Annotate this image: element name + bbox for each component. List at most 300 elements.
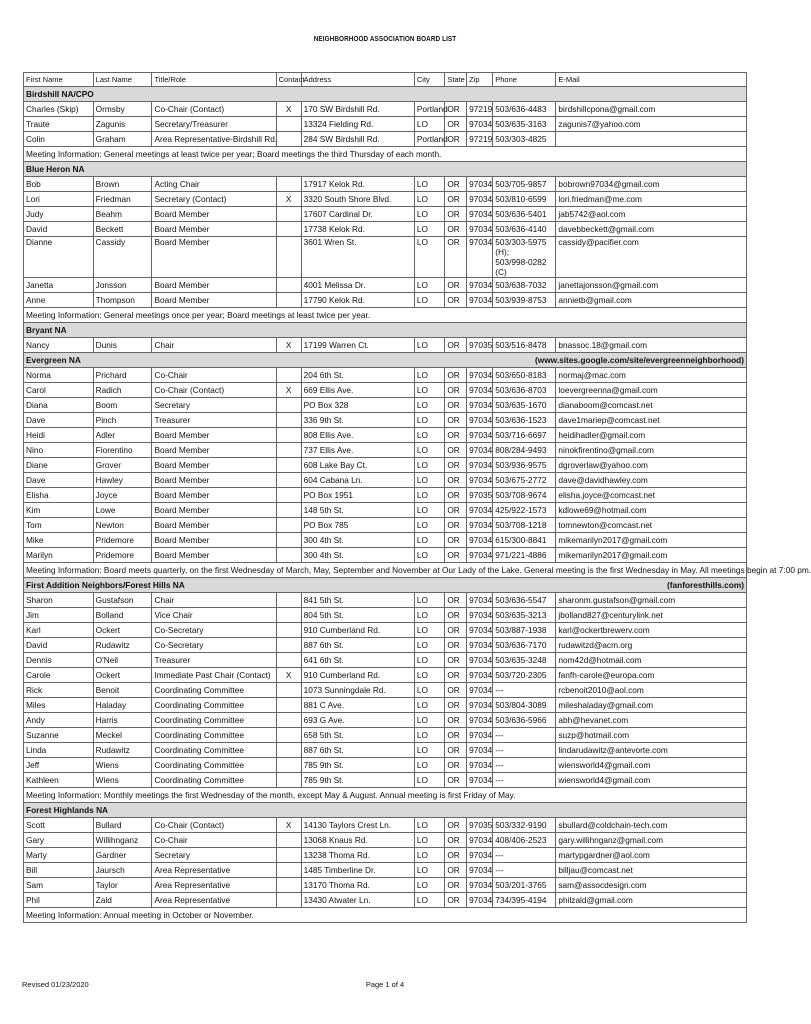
section-cell — [24, 353, 747, 368]
cell-email[interactable]: fanfh-carole@europa.com — [556, 668, 747, 683]
table-row — [24, 518, 747, 533]
cell-phone: --- — [493, 743, 556, 758]
cell-zip: 97034 — [467, 192, 493, 207]
cell-phone: 503/635-1670 — [493, 398, 556, 413]
table-row — [24, 428, 747, 443]
cell-last-name: Wiens — [93, 773, 152, 788]
cell-email[interactable]: heidihadler@gmail.com — [556, 428, 747, 443]
cell-last-name: Lowe — [93, 503, 152, 518]
cell-last-name: Ockert — [93, 668, 152, 683]
header-city: City — [414, 73, 444, 87]
cell-city: LO — [414, 593, 444, 608]
cell-state: OR — [445, 638, 467, 653]
table-row — [24, 488, 747, 503]
cell-zip: 97034 — [467, 758, 493, 773]
cell-zip: 97034 — [467, 383, 493, 398]
meeting-info: Meeting Information: General meetings once per year; Board meetings at least twice per year. — [24, 308, 747, 323]
cell-last-name: Pridemore — [93, 533, 152, 548]
cell-state: OR — [445, 533, 467, 548]
cell-city: LO — [414, 207, 444, 222]
cell-phone: --- — [493, 683, 556, 698]
cell-first-name: Scott — [24, 818, 94, 833]
cell-zip: 97034 — [467, 653, 493, 668]
cell-title-role: Co-Chair — [152, 833, 276, 848]
table-row — [24, 743, 747, 758]
cell-state: OR — [445, 593, 467, 608]
section-name: Birdshill NA/CPO — [26, 89, 94, 99]
cell-address: 881 C Ave. — [301, 698, 414, 713]
cell-email[interactable]: sbullard@coldchain-tech.com — [556, 818, 747, 833]
cell-first-name: Gary — [24, 833, 94, 848]
cell-contact: X — [276, 338, 301, 353]
cell-state: OR — [445, 207, 467, 222]
cell-address: 669 Ellis Ave. — [301, 383, 414, 398]
cell-email[interactable]: jab5742@aol.com — [556, 207, 747, 222]
cell-phone: 503/636-5401 — [493, 207, 556, 222]
board-table — [23, 72, 811, 923]
table-row — [24, 758, 747, 773]
cell-last-name: Dunis — [93, 338, 152, 353]
section-header — [24, 323, 747, 338]
cell-state: OR — [445, 713, 467, 728]
table-row — [24, 713, 747, 728]
cell-city: LO — [414, 443, 444, 458]
cell-state: OR — [445, 698, 467, 713]
cell-contact — [276, 878, 301, 893]
cell-contact — [276, 848, 301, 863]
cell-phone: 503/636-4140 — [493, 222, 556, 237]
meeting-info: Meeting Information: Board meets quarterly, on the first Wednesday of March, May, September and November at Our Lady of the Lake. General meeting is the first Wednesday in May. All meetings begin at 7:00 pm. — [24, 563, 747, 578]
cell-zip: 97035 — [467, 488, 493, 503]
cell-title-role: Chair — [152, 593, 276, 608]
cell-last-name: Prichard — [93, 368, 152, 383]
cell-last-name: Brown — [93, 177, 152, 192]
cell-address: 300 4th St. — [301, 548, 414, 563]
cell-email[interactable]: bnassoc.18@gmail.com — [556, 338, 747, 353]
cell-address: 17199 Warren Ct. — [301, 338, 414, 353]
cell-phone: 503/638-7032 — [493, 278, 556, 293]
section-cell — [24, 803, 747, 818]
cell-zip: 97034 — [467, 428, 493, 443]
table-row — [24, 473, 747, 488]
cell-city: LO — [414, 177, 444, 192]
cell-first-name: Carole — [24, 668, 94, 683]
cell-address: 13238 Thoma Rd. — [301, 848, 414, 863]
cell-city: Portland — [414, 132, 444, 147]
cell-city: LO — [414, 863, 444, 878]
cell-last-name: Joyce — [93, 488, 152, 503]
cell-zip: 97034 — [467, 548, 493, 563]
cell-city: LO — [414, 368, 444, 383]
cell-address: 658 5th St. — [301, 728, 414, 743]
cell-state: OR — [445, 518, 467, 533]
cell-phone: 971/221-4886 — [493, 548, 556, 563]
header-phone: Phone — [493, 73, 556, 87]
cell-address: 284 SW Birdshill Rd. — [301, 132, 414, 147]
table-row — [24, 818, 747, 833]
cell-first-name: Janetta — [24, 278, 94, 293]
cell-first-name: Marilyn — [24, 548, 94, 563]
cell-contact — [276, 132, 301, 147]
cell-email[interactable]: nom42d@hotmail.com — [556, 653, 747, 668]
cell-state: OR — [445, 683, 467, 698]
cell-address: 13324 Fielding Rd. — [301, 117, 414, 132]
cell-city: LO — [414, 503, 444, 518]
cell-last-name: Willihnganz — [93, 833, 152, 848]
cell-last-name: Newton — [93, 518, 152, 533]
cell-last-name: Rudawitz — [93, 638, 152, 653]
header-zip: Zip — [467, 73, 493, 87]
cell-phone: 503/635-3163 — [493, 117, 556, 132]
cell-contact — [276, 398, 301, 413]
meeting-info: Meeting Information: Annual meeting in October or November. — [24, 908, 747, 923]
cell-address: 300 4th St. — [301, 533, 414, 548]
cell-first-name: Sharon — [24, 593, 94, 608]
cell-state: OR — [445, 668, 467, 683]
cell-address: 910 Cumberland Rd. — [301, 668, 414, 683]
cell-last-name: Grover — [93, 458, 152, 473]
cell-zip: 97034 — [467, 368, 493, 383]
cell-email[interactable]: jbolland827@centurylink.net — [556, 608, 747, 623]
cell-phone: 503/810-6599 — [493, 192, 556, 207]
header-email: E-Mail — [556, 73, 747, 87]
cell-city: LO — [414, 878, 444, 893]
table-row — [24, 608, 747, 623]
cell-contact — [276, 177, 301, 192]
cell-city: LO — [414, 623, 444, 638]
cell-contact — [276, 638, 301, 653]
cell-state: OR — [445, 608, 467, 623]
table-row — [24, 683, 747, 698]
cell-email[interactable]: bobrown97034@gmail.com — [556, 177, 747, 192]
cell-first-name: Dave — [24, 473, 94, 488]
cell-city: LO — [414, 488, 444, 503]
cell-last-name: Adler — [93, 428, 152, 443]
cell-title-role: Secretary/Treasurer — [152, 117, 276, 132]
table-row — [24, 773, 747, 788]
cell-title-role: Board Member — [152, 533, 276, 548]
cell-email[interactable]: rcbenoit2010@aol.com — [556, 683, 747, 698]
cell-city: LO — [414, 608, 444, 623]
cell-email[interactable]: karl@ockertbrewerv.com — [556, 623, 747, 638]
cell-address: 887 6th St. — [301, 638, 414, 653]
cell-phone: --- — [493, 758, 556, 773]
cell-city: LO — [414, 383, 444, 398]
cell-contact — [276, 863, 301, 878]
cell-phone: 503/516-8478 — [493, 338, 556, 353]
cell-city: LO — [414, 338, 444, 353]
cell-last-name: Hawley — [93, 473, 152, 488]
cell-email[interactable]: sam@assocdesign.com — [556, 878, 747, 893]
table-row — [24, 177, 747, 192]
cell-phone: 503/708-9674 — [493, 488, 556, 503]
cell-zip: 97034 — [467, 668, 493, 683]
cell-first-name: Nino — [24, 443, 94, 458]
cell-first-name: Sam — [24, 878, 94, 893]
table-row — [24, 503, 747, 518]
cell-contact — [276, 428, 301, 443]
cell-first-name: Phil — [24, 893, 94, 908]
cell-zip: 97034 — [467, 608, 493, 623]
cell-email[interactable]: zagunis7@yahoo.com — [556, 117, 747, 132]
cell-phone: 503/705-9857 — [493, 177, 556, 192]
cell-title-role: Area Representative-Birdshill Rd. — [152, 132, 276, 147]
cell-last-name: Zagunis — [93, 117, 152, 132]
cell-email[interactable]: cassidy@pacifier.com — [556, 237, 747, 278]
cell-last-name: Bolland — [93, 608, 152, 623]
cell-state: OR — [445, 132, 467, 147]
cell-contact — [276, 293, 301, 308]
cell-phone: 503/635-3248 — [493, 653, 556, 668]
cell-email[interactable]: ninokfirentino@gmail.com — [556, 443, 747, 458]
cell-title-role: Coordinating Committee — [152, 683, 276, 698]
cell-title-role: Co-Secretary — [152, 623, 276, 638]
cell-title-role: Board Member — [152, 222, 276, 237]
cell-phone: 503/716-6697 — [493, 428, 556, 443]
meeting-info: Meeting Information: Monthly meetings the first Wednesday of the month, except May & August. Annual meeting is first Friday of May. — [24, 788, 747, 803]
cell-state: OR — [445, 192, 467, 207]
cell-zip: 97034 — [467, 293, 493, 308]
cell-email[interactable]: elisha.joyce@comcast.net — [556, 488, 747, 503]
cell-title-role: Board Member — [152, 278, 276, 293]
cell-phone: --- — [493, 773, 556, 788]
cell-email[interactable]: loevergreenna@gmail.com — [556, 383, 747, 398]
cell-first-name: Nancy — [24, 338, 94, 353]
cell-state: OR — [445, 117, 467, 132]
cell-state: OR — [445, 623, 467, 638]
cell-state: OR — [445, 878, 467, 893]
cell-title-role: Area Representative — [152, 893, 276, 908]
cell-state: OR — [445, 293, 467, 308]
cell-state: OR — [445, 443, 467, 458]
cell-city: LO — [414, 428, 444, 443]
cell-title-role: Coordinating Committee — [152, 758, 276, 773]
cell-first-name: Jim — [24, 608, 94, 623]
cell-email[interactable]: billjau@comcast.net — [556, 863, 747, 878]
cell-last-name: Rudawitz — [93, 743, 152, 758]
header-state: State — [445, 73, 467, 87]
table-row — [24, 698, 747, 713]
cell-email[interactable]: lori.friedman@me.com — [556, 192, 747, 207]
table-row — [24, 117, 747, 132]
table-row — [24, 102, 747, 117]
cell-zip: 97034 — [467, 728, 493, 743]
cell-state: OR — [445, 458, 467, 473]
cell-zip: 97034 — [467, 473, 493, 488]
cell-state: OR — [445, 893, 467, 908]
cell-address: 1073 Sunningdale Rd. — [301, 683, 414, 698]
section-cell — [24, 578, 747, 593]
cell-contact — [276, 608, 301, 623]
cell-state: OR — [445, 818, 467, 833]
cell-state: OR — [445, 503, 467, 518]
cell-first-name: Marty — [24, 848, 94, 863]
cell-phone: 503/720-2305 — [493, 668, 556, 683]
cell-email — [556, 132, 747, 147]
cell-city: LO — [414, 548, 444, 563]
cell-state: OR — [445, 863, 467, 878]
cell-phone: 503/636-1523 — [493, 413, 556, 428]
cell-address: 17917 Kelok Rd. — [301, 177, 414, 192]
cell-email[interactable]: wiensworld4@gmail.com — [556, 758, 747, 773]
cell-address: 3320 South Shore Blvd. — [301, 192, 414, 207]
cell-zip: 97034 — [467, 893, 493, 908]
cell-address: PO Box 328 — [301, 398, 414, 413]
cell-email[interactable]: mikemarilyn2017@gmail.com — [556, 548, 747, 563]
cell-state: OR — [445, 743, 467, 758]
cell-state: OR — [445, 848, 467, 863]
section-header — [24, 803, 747, 818]
cell-phone: --- — [493, 848, 556, 863]
cell-title-role: Co-Chair (Contact) — [152, 102, 276, 117]
table-row — [24, 653, 747, 668]
cell-title-role: Treasurer — [152, 653, 276, 668]
cell-email[interactable]: dave1mariep@comcast.net — [556, 413, 747, 428]
page-number: Page 1 of 4 — [365, 980, 405, 989]
cell-contact — [276, 653, 301, 668]
cell-email[interactable]: birdshillcpona@gmail.com — [556, 102, 747, 117]
cell-zip: 97034 — [467, 207, 493, 222]
cell-state: OR — [445, 413, 467, 428]
cell-last-name: Beckett — [93, 222, 152, 237]
meeting-info-row — [24, 308, 747, 323]
cell-email[interactable]: tomnewton@comcast.net — [556, 518, 747, 533]
cell-state: OR — [445, 473, 467, 488]
table-row — [24, 443, 747, 458]
cell-zip: 97034 — [467, 713, 493, 728]
cell-email[interactable]: lindarudawitz@antevorte.com — [556, 743, 747, 758]
cell-phone: 503/650-8183 — [493, 368, 556, 383]
cell-first-name: Rick — [24, 683, 94, 698]
cell-state: OR — [445, 222, 467, 237]
cell-email[interactable]: dgroverlaw@yahoo.com — [556, 458, 747, 473]
cell-state: OR — [445, 758, 467, 773]
cell-contact — [276, 207, 301, 222]
cell-contact — [276, 548, 301, 563]
cell-title-role: Acting Chair — [152, 177, 276, 192]
table-row — [24, 863, 747, 878]
cell-email[interactable]: rudawitzd@acm.org — [556, 638, 747, 653]
cell-contact: X — [276, 668, 301, 683]
cell-email[interactable]: davebbeckett@gmail.com — [556, 222, 747, 237]
header-contact: Contact — [276, 73, 301, 87]
cell-email[interactable]: kdlowe69@hotmail.com — [556, 503, 747, 518]
cell-zip: 97034 — [467, 533, 493, 548]
cell-state: OR — [445, 548, 467, 563]
cell-zip: 97034 — [467, 743, 493, 758]
cell-email[interactable]: dave@davidhawley.com — [556, 473, 747, 488]
cell-zip: 97034 — [467, 222, 493, 237]
cell-title-role: Coordinating Committee — [152, 713, 276, 728]
cell-first-name: David — [24, 222, 94, 237]
section-header — [24, 87, 747, 102]
table-row — [24, 548, 747, 563]
cell-state: OR — [445, 398, 467, 413]
cell-email[interactable]: sharonm.gustafson@gmail.com — [556, 593, 747, 608]
cell-email[interactable]: martypgardner@aol.com — [556, 848, 747, 863]
cell-state: OR — [445, 237, 467, 278]
cell-email[interactable]: annietb@gmail.com — [556, 293, 747, 308]
cell-title-role: Board Member — [152, 488, 276, 503]
cell-first-name: Dianne — [24, 237, 94, 278]
cell-contact — [276, 773, 301, 788]
cell-email[interactable]: mikemarilyn2017@gmail.com — [556, 533, 747, 548]
cell-first-name: Heidi — [24, 428, 94, 443]
cell-first-name: Kim — [24, 503, 94, 518]
cell-first-name: Dennis — [24, 653, 94, 668]
cell-contact — [276, 368, 301, 383]
cell-first-name: Suzanne — [24, 728, 94, 743]
section-header — [24, 162, 747, 177]
cell-email[interactable]: abh@hevanet.com — [556, 713, 747, 728]
table-row — [24, 413, 747, 428]
cell-phone: 503/636-8703 — [493, 383, 556, 398]
section-url[interactable]: (fanforesthills.com) — [667, 580, 744, 590]
cell-last-name: Pridemore — [93, 548, 152, 563]
cell-phone: 734/395-4194 — [493, 893, 556, 908]
cell-city: LO — [414, 833, 444, 848]
section-name: Forest Highlands NA — [26, 805, 109, 815]
cell-title-role: Coordinating Committee — [152, 728, 276, 743]
cell-last-name: Jonsson — [93, 278, 152, 293]
cell-address: 808 Ellis Ave. — [301, 428, 414, 443]
cell-email[interactable]: wiensworld4@gmail.com — [556, 773, 747, 788]
cell-last-name: Meckel — [93, 728, 152, 743]
cell-address: 608 Lake Bay Ct. — [301, 458, 414, 473]
cell-email[interactable]: gary.willihnganz@gmail.com — [556, 833, 747, 848]
cell-title-role: Immediate Past Chair (Contact) — [152, 668, 276, 683]
cell-address: 204 6th St. — [301, 368, 414, 383]
cell-state: OR — [445, 102, 467, 117]
cell-contact: X — [276, 818, 301, 833]
cell-address: 13430 Atwater Ln. — [301, 893, 414, 908]
cell-email[interactable]: normaj@mac.com — [556, 368, 747, 383]
cell-email[interactable]: mileshaladay@gmail.com — [556, 698, 747, 713]
cell-last-name: Friedman — [93, 192, 152, 207]
board-body — [24, 87, 811, 923]
cell-zip: 97035 — [467, 818, 493, 833]
cell-phone: 425/922-1573 — [493, 503, 556, 518]
cell-city: LO — [414, 653, 444, 668]
cell-email[interactable]: dianaboom@comcast.net — [556, 398, 747, 413]
cell-last-name: Radich — [93, 383, 152, 398]
section-url[interactable]: (www.sites.google.com/site/evergreenneighborhood) — [535, 355, 744, 365]
table-row — [24, 593, 747, 608]
cell-phone: 503/303-4825 — [493, 132, 556, 147]
cell-phone: 503/635-3213 — [493, 608, 556, 623]
cell-title-role: Board Member — [152, 237, 276, 278]
cell-address: 13170 Thoma Rd. — [301, 878, 414, 893]
cell-contact: X — [276, 102, 301, 117]
cell-email[interactable]: suzp@hotmail.com — [556, 728, 747, 743]
cell-city: LO — [414, 893, 444, 908]
cell-last-name: Harris — [93, 713, 152, 728]
cell-contact — [276, 743, 301, 758]
cell-title-role: Board Member — [152, 428, 276, 443]
table-row — [24, 237, 747, 278]
cell-phone: 503/201-3765 — [493, 878, 556, 893]
cell-address: 148 5th St. — [301, 503, 414, 518]
cell-address: 17607 Cardinal Dr. — [301, 207, 414, 222]
cell-first-name: Lori — [24, 192, 94, 207]
cell-email[interactable]: janettajonsson@gmail.com — [556, 278, 747, 293]
cell-city: LO — [414, 237, 444, 278]
cell-zip: 97034 — [467, 623, 493, 638]
section-header — [24, 353, 747, 368]
cell-phone: 503/332-9190 — [493, 818, 556, 833]
table-row — [24, 192, 747, 207]
cell-email[interactable]: philzald@gmail.com — [556, 893, 747, 908]
